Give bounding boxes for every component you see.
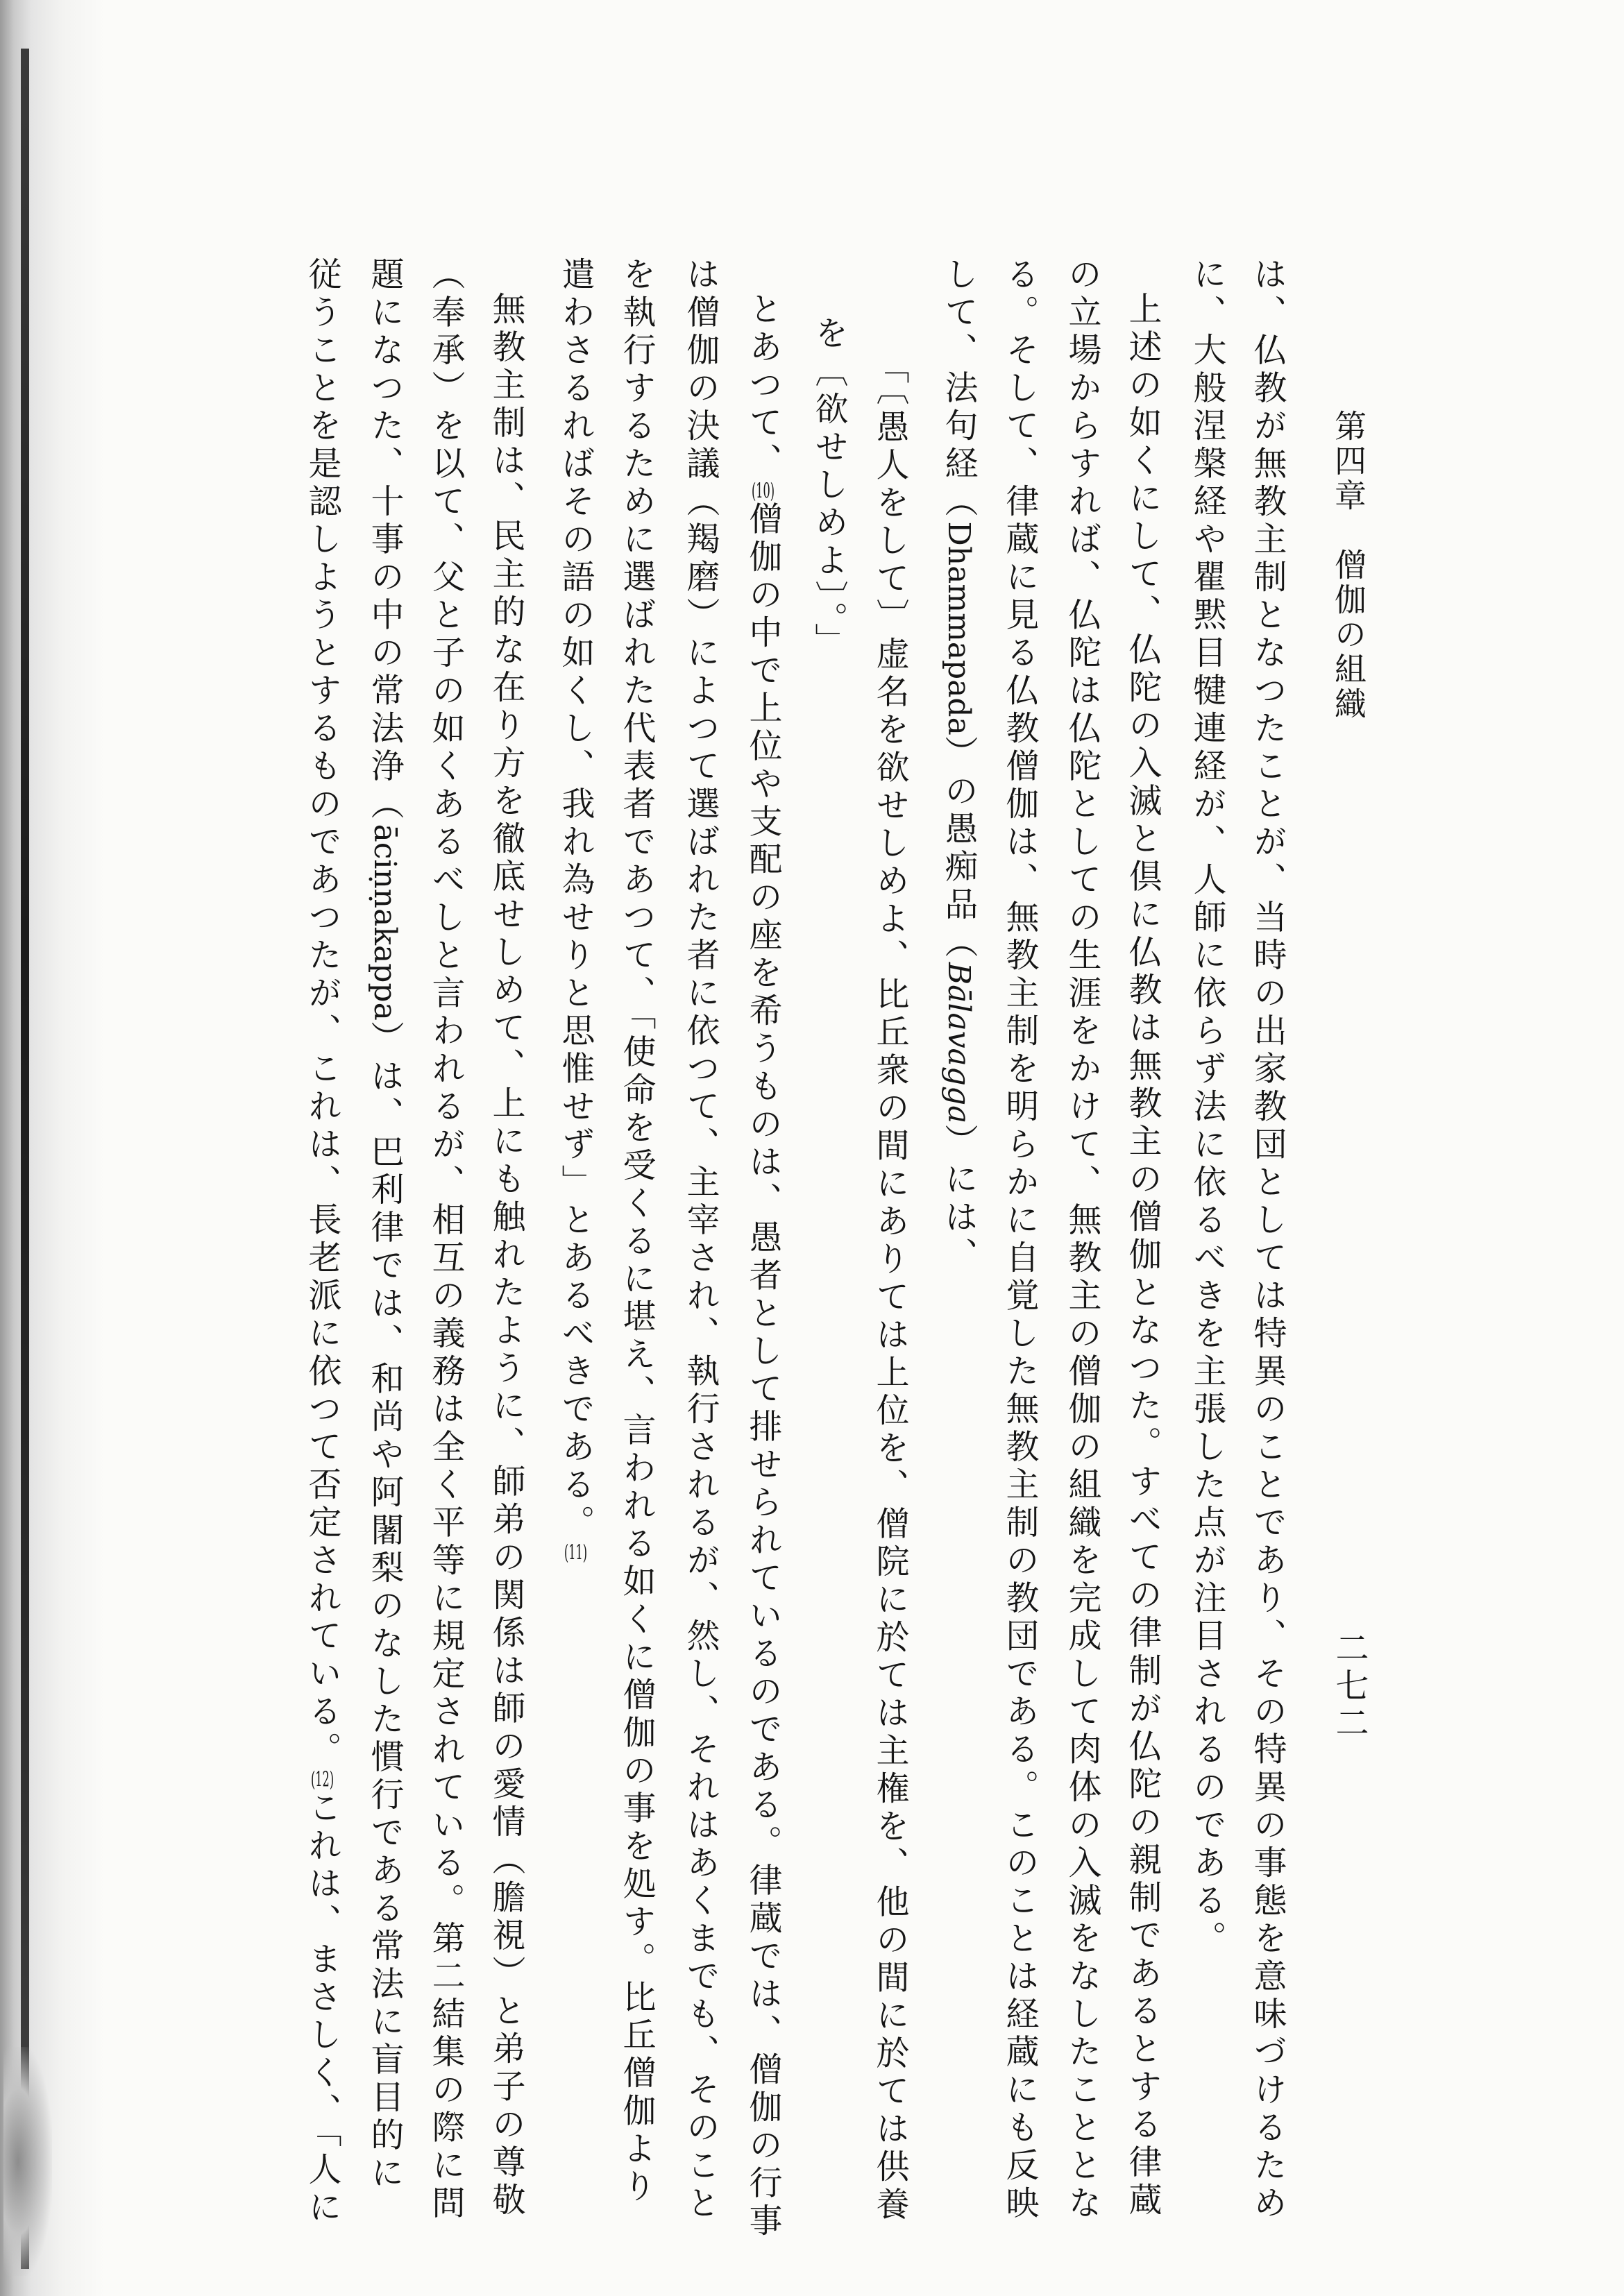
text-line-15-part-1: 題になつた、十事の中の常法浄（	[365, 257, 404, 824]
footnote-ref-10: (10)	[752, 480, 775, 502]
text-line-5: る。そして、律蔵に見る仏教僧伽は、無教主制を明らかに自覚した無教主制の教団である。このことは経蔵にも反映	[1000, 257, 1039, 2223]
text-line-16	[305, 257, 339, 2227]
text-line-15-part-2: ）は、巴利律では、和尚や阿闍梨のなした慣行である常法に盲目的に	[365, 1020, 404, 2193]
footnote-ref-11: (11)	[564, 1542, 587, 1563]
balavagga-title: Bālavagga	[941, 962, 976, 1124]
quote-line-1: 「〔愚人をして〕虚名を欲せしめよ、比丘衆の間にありては上位を、僧院に於ては主権を、他の間に於ては供養	[870, 350, 909, 2225]
scan-smudge	[3, 2047, 52, 2276]
text-line-14: （奉承）を以て、父と子の如くあるべしと言われるが、相互の義務は全く平等に規定されている。第二結集の際に問	[426, 257, 465, 2223]
text-line-1: は、仏教が無教主制となつたことが、当時の出家教団としては特異のことであり、その特異の事態を意味づけるため	[1248, 257, 1287, 2223]
text-line-3: 上述の如くにして、仏陀の入滅と倶に仏教は無教主の僧伽となつた。すべての律制が仏陀の親制であるとする律蔵	[1123, 291, 1162, 2220]
text-line-6-part-2: ）の愚痴品（	[939, 735, 978, 962]
footnote-ref-12: (12)	[311, 1769, 334, 1790]
text-line-10: は僧伽の決議（羯磨）によつて選ばれた者に依つて、主宰され、執行されるが、然し、それはあくまでも、そのこと	[681, 257, 720, 2223]
text-line-9-part-1: とあつて、	[743, 291, 782, 481]
text-line-9	[743, 291, 782, 2241]
acinnakappa-term: āciṇṇakappa	[367, 824, 403, 1021]
text-line-12-part-1: 遣わさるればその語の如くし、我れ為せりと思惟せず」とあるべきである。	[556, 257, 595, 1542]
text-line-11: を執行するために選ばれた代表者であつて、「使命を受くるに堪え、言われる如くに僧伽の事を処す。比丘僧伽より	[617, 257, 656, 2206]
text-line-2: に、大般涅槃経や瞿黙目犍連経が、人師に依らず法に依るべきを主張した点が注目されるのである。	[1187, 257, 1226, 1959]
dhammapada-title: Dhammapada	[941, 521, 976, 735]
text-line-6	[939, 257, 978, 1275]
text-line-15	[365, 257, 404, 2193]
text-line-9-part-2: 僧伽の中で上位や支配の座を希うものは、愚者として排せられているのである。律蔵では、僧伽の行事	[743, 501, 782, 2241]
quote-line-2: を〔欲せしめよ〕。」	[809, 316, 848, 661]
text-line-12	[556, 257, 595, 1563]
text-line-6-part-1: して、法句経（	[939, 257, 978, 522]
binding-edge	[21, 49, 29, 2269]
text-line-16-part-2: これは、まさしく、「人に	[303, 1790, 341, 2227]
text-line-13: 無教主制は、民主的な在り方を徹底せしめて、上にも触れたように、師弟の関係は師の愛情（膽視）と弟子の尊敬	[487, 291, 525, 2220]
text-line-6-part-3: ）には、	[939, 1123, 978, 1275]
text-line-4: の立場からすれば、仏陀は仏陀としての生涯をかけて、無教主の僧伽の組織を完成して肉体の入滅をなしたこととな	[1063, 257, 1101, 2223]
text-line-16-part-1: 従うことを是認しようとするものであつたが、これは、長老派に依つて否定されている。	[303, 257, 341, 1769]
scan-gutter-shadow	[0, 0, 104, 2296]
running-header: 第四章 僧伽の組織	[1330, 409, 1367, 722]
page-number: 二七二	[1330, 1631, 1369, 1743]
